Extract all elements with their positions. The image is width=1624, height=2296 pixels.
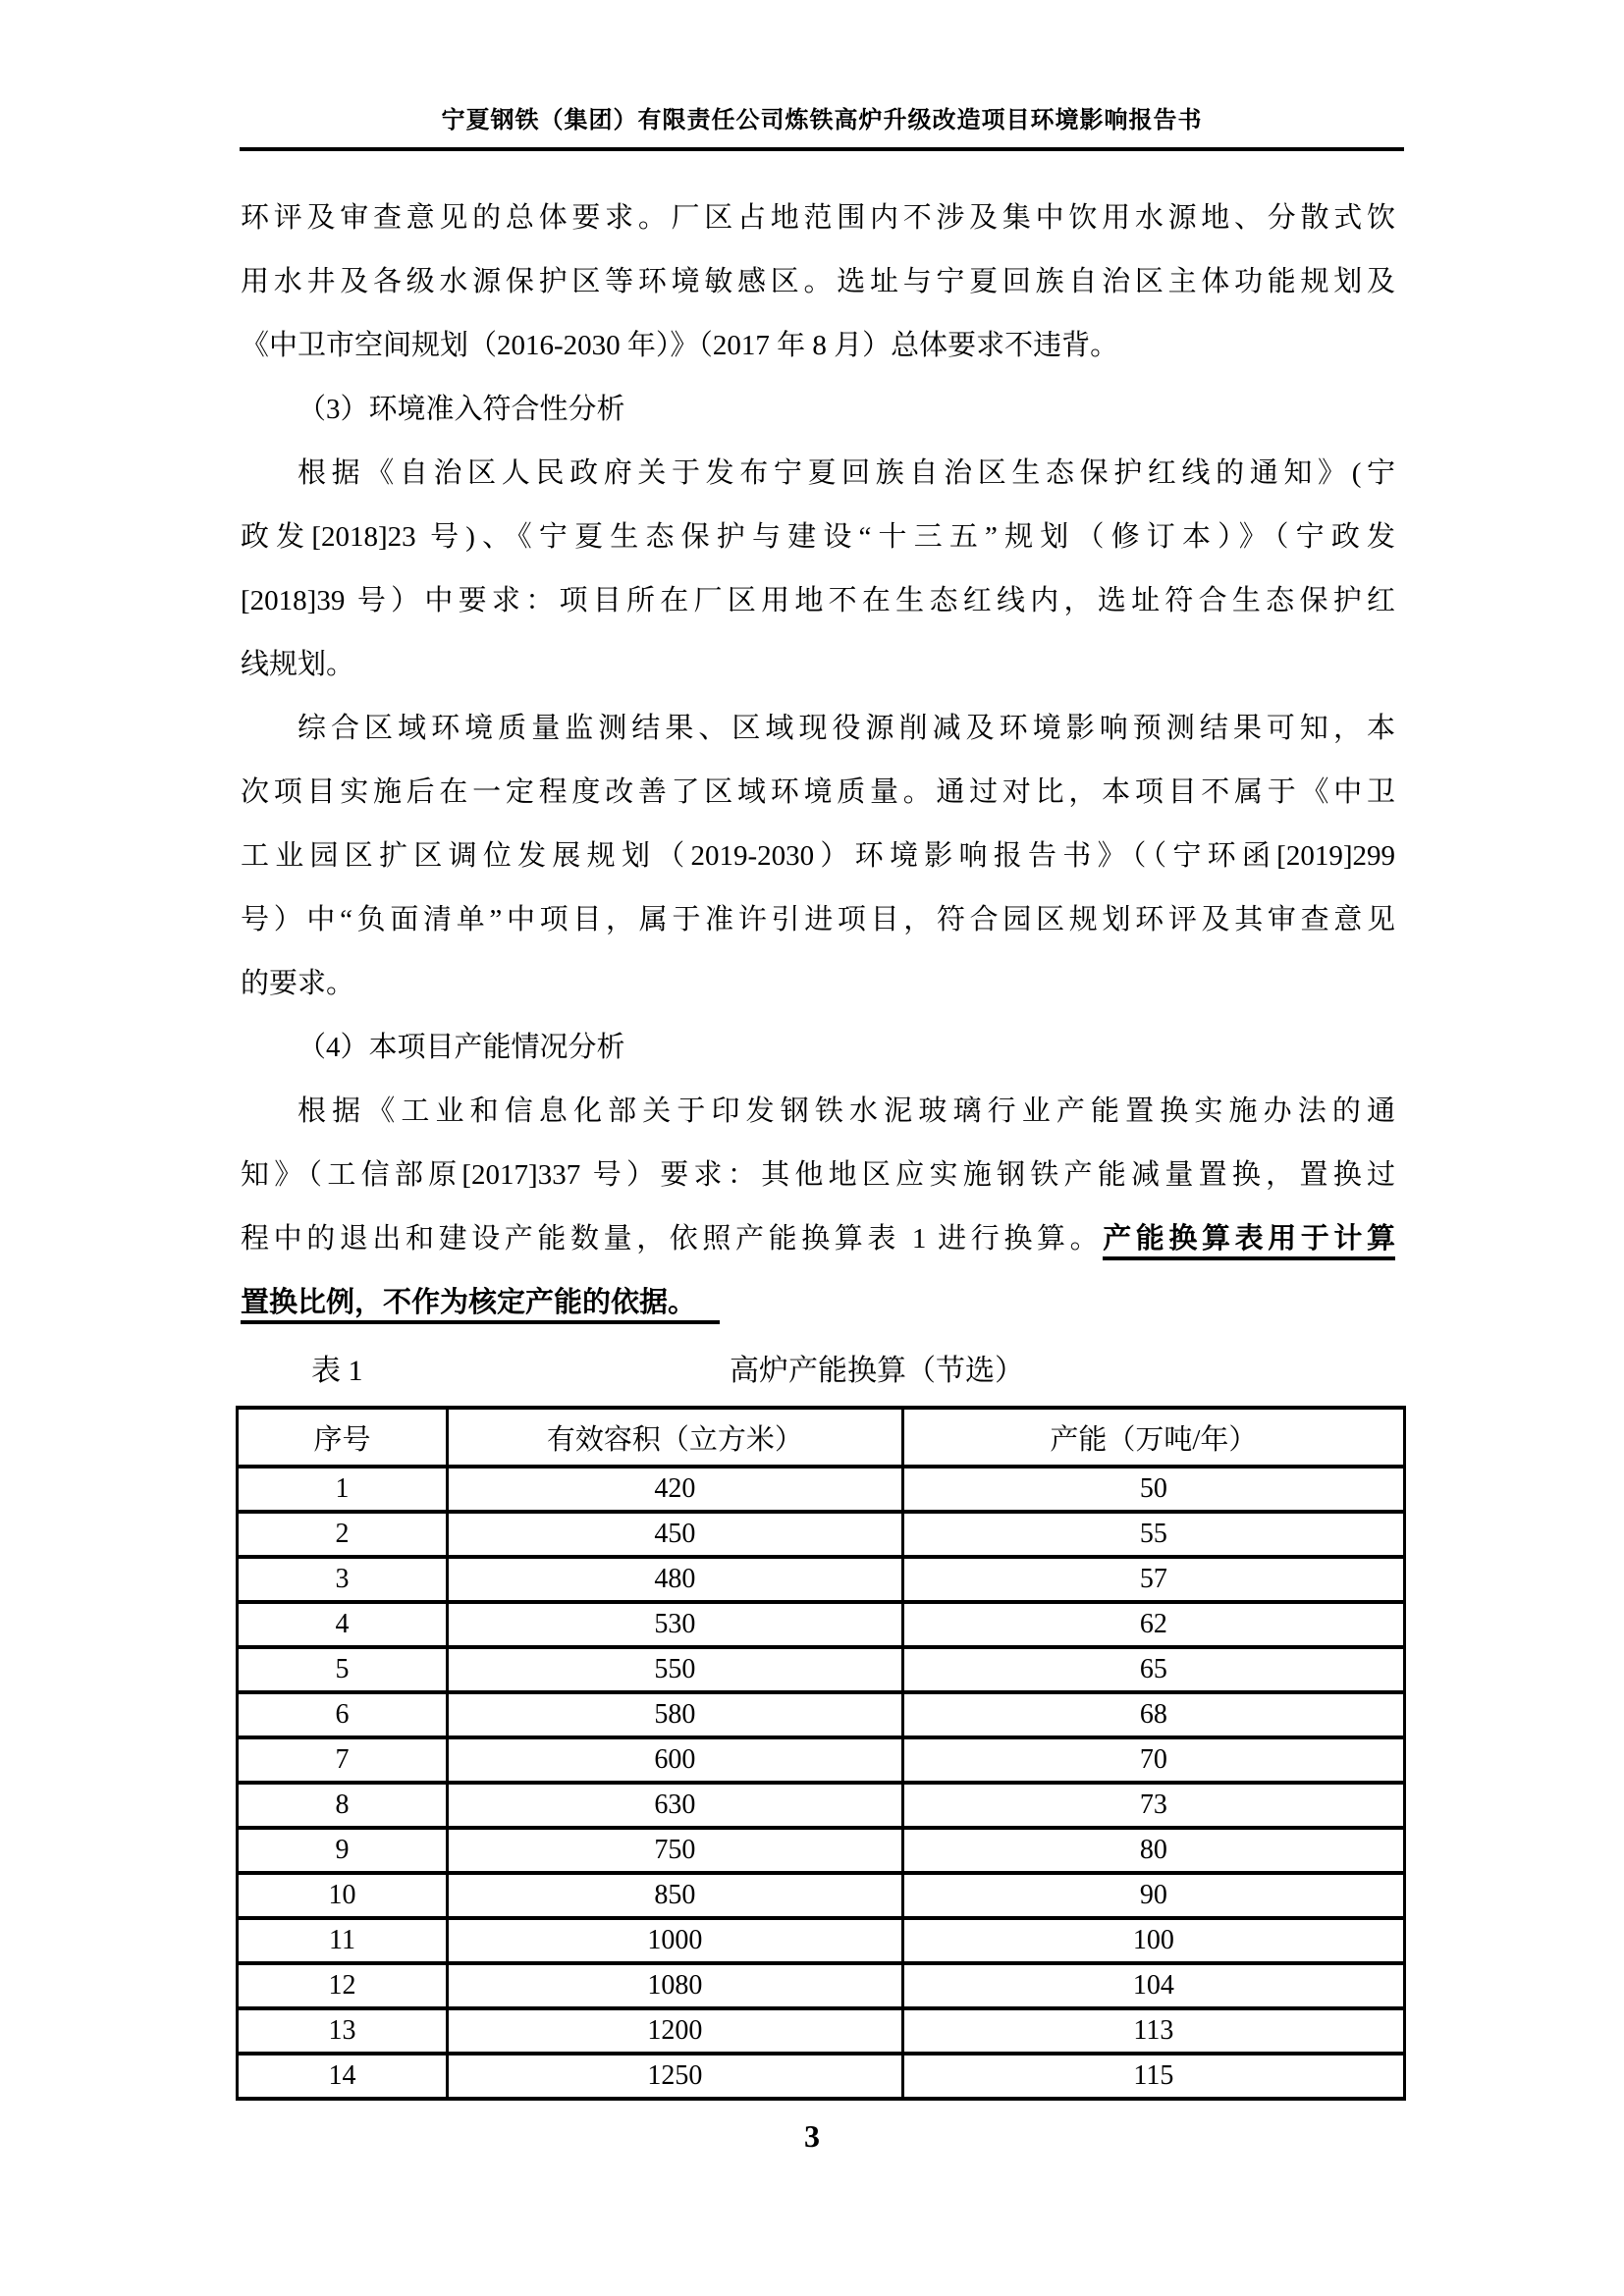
table-cell: 73 [902, 1783, 1404, 1828]
table-cell: 8 [238, 1783, 448, 1828]
table-cell: 4 [238, 1602, 448, 1647]
table-row [238, 1602, 1405, 1647]
table-header-cell-capacity: 产能（万吨/年） [902, 1408, 1404, 1467]
table-cell: 12 [238, 1963, 448, 2008]
table-cell: 600 [448, 1737, 903, 1783]
table-cell: 115 [902, 2054, 1404, 2099]
body-line: 用水井及各级水源保护区等环境敏感区。选址与宁夏回族自治区主体功能规划及 [241, 266, 1395, 297]
body-line: 的要求。 [241, 968, 355, 999]
table-cell: 750 [448, 1828, 903, 1873]
body-text [241, 187, 1395, 1335]
table-row [238, 1828, 1405, 1873]
table-cell: 55 [902, 1512, 1404, 1557]
table-cell: 850 [448, 1873, 903, 1918]
page-number: 3 [804, 2118, 820, 2154]
table-row [238, 1873, 1405, 1918]
table-row [238, 2054, 1405, 2099]
table-cell: 3 [238, 1557, 448, 1602]
table-cell: 14 [238, 2054, 448, 2099]
body-line: 政发[2018]23 号)、《宁夏生态保护与建设“十三五”规划（修订本）》（宁政发 [241, 521, 1395, 553]
table-row [238, 1963, 1405, 2008]
table-cell: 530 [448, 1602, 903, 1647]
table-cell: 80 [902, 1828, 1404, 1873]
table-cell: 550 [448, 1647, 903, 1692]
table-header-cell-index: 序号 [238, 1408, 448, 1467]
table-cell: 1250 [448, 2054, 903, 2099]
table-row [238, 2008, 1405, 2054]
table-cell: 10 [238, 1873, 448, 1918]
bold-underlined-text: 置换比例，不作为核定产能的依据。 [241, 1287, 720, 1324]
table-cell: 580 [448, 1692, 903, 1737]
table-cell: 62 [902, 1602, 1404, 1647]
body-line: （4）本项目产能情况分析 [298, 1032, 625, 1063]
body-line: 根据《工业和信息化部关于印发钢铁水泥玻璃行业产能置换实施办法的通 [298, 1095, 1395, 1127]
table-cell: 104 [902, 1963, 1404, 2008]
body-line [241, 1207, 1395, 1271]
table-row [238, 1692, 1405, 1737]
table-cell: 480 [448, 1557, 903, 1602]
table-cell: 420 [448, 1467, 903, 1512]
bold-underlined-text: 产能换算表用于计算 [1103, 1223, 1395, 1260]
table-caption-title: 高炉产能换算（节选） [730, 1355, 1024, 1387]
table-row [238, 1737, 1405, 1783]
table-cell: 113 [902, 2008, 1404, 2054]
table-header-cell-volume: 有效容积（立方米） [448, 1408, 903, 1467]
capacity-table-body [238, 1467, 1405, 2099]
table-row [238, 1783, 1405, 1828]
table-cell: 1080 [448, 1963, 903, 2008]
table-cell: 450 [448, 1512, 903, 1557]
table-row [238, 1467, 1405, 1512]
table-cell: 9 [238, 1828, 448, 1873]
body-line: （3）环境准入符合性分析 [298, 394, 625, 425]
table-cell: 1000 [448, 1918, 903, 1963]
table-row [238, 1647, 1405, 1692]
table-cell: 100 [902, 1918, 1404, 1963]
body-line: 综合区域环境质量监测结果、区域现役源削减及环境影响预测结果可知，本 [298, 713, 1395, 744]
body-line: 《中卫市空间规划（2016-2030 年）》（2017 年 8 月）总体要求不违背。 [241, 330, 1119, 361]
table-cell: 1200 [448, 2008, 903, 2054]
table-cell: 7 [238, 1737, 448, 1783]
table-cell: 6 [238, 1692, 448, 1737]
table-cell: 630 [448, 1783, 903, 1828]
document-header [240, 106, 1404, 151]
table-cell: 13 [238, 2008, 448, 2054]
body-line: 环评及审查意见的总体要求。厂区占地范围内不涉及集中饮用水源地、分散式饮 [241, 202, 1395, 234]
body-line: 线规划。 [241, 649, 355, 680]
body-line: [2018]39 号）中要求：项目所在厂区用地不在生态红线内，选址符合生态保护红 [241, 585, 1395, 616]
table-caption [241, 1341, 1405, 1402]
table-header-row [238, 1408, 1405, 1467]
capacity-table [236, 1406, 1406, 2101]
table-cell: 2 [238, 1512, 448, 1557]
body-line [241, 1271, 1395, 1335]
body-line: 根据《自治区人民政府关于发布宁夏回族自治区生态保护红线的通知》(宁 [298, 457, 1395, 489]
table-cell: 50 [902, 1467, 1404, 1512]
table-cell: 57 [902, 1557, 1404, 1602]
table-cell: 65 [902, 1647, 1404, 1692]
table-cell: 11 [238, 1918, 448, 1963]
body-line: 知》（工信部原[2017]337 号）要求：其他地区应实施钢铁产能减量置换，置换过 [241, 1159, 1395, 1191]
table-cell: 70 [902, 1737, 1404, 1783]
table-cell: 90 [902, 1873, 1404, 1918]
table-row [238, 1557, 1405, 1602]
document-header-title: 宁夏钢铁（集团）有限责任公司炼铁高炉升级改造项目环境影响报告书 [441, 108, 1203, 133]
table-cell: 68 [902, 1692, 1404, 1737]
table-cell: 1 [238, 1467, 448, 1512]
body-line: 号）中“负面清单”中项目，属于准许引进项目，符合园区规划环评及其审查意见 [241, 904, 1395, 935]
body-line: 次项目实施后在一定程度改善了区域环境质量。通过对比，本项目不属于《中卫 [241, 776, 1395, 808]
body-line-text: 程中的退出和建设产能数量，依照产能换算表 1 进行换算。 [241, 1223, 1104, 1255]
table-row [238, 1512, 1405, 1557]
table-row [238, 1918, 1405, 1963]
body-line: 工业园区扩区调位发展规划（2019-2030）环境影响报告书》（（宁环函[2019]299 [241, 840, 1395, 872]
table-cell: 5 [238, 1647, 448, 1692]
table-caption-label: 表 1 [311, 1355, 363, 1387]
